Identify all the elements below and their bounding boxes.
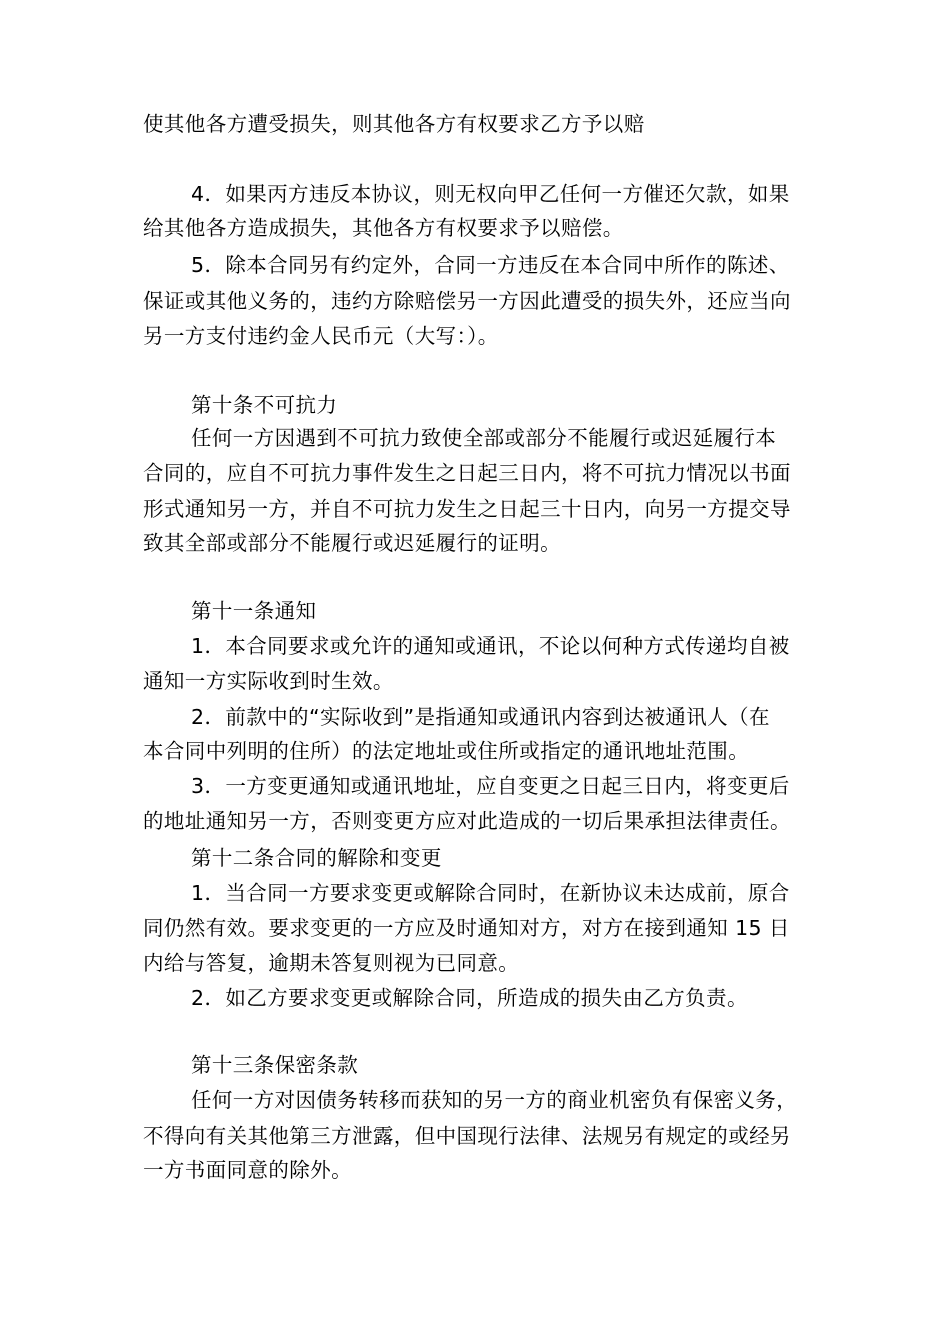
paragraph-line: 的地址通知另一方，否则变更方应对此造成的一切后果承担法律责任。 <box>143 809 791 833</box>
paragraph-line: 致其全部或部分不能履行或迟延履行的证明。 <box>143 531 561 555</box>
paragraph-line: 合同的，应自不可抗力事件发生之日起三日内，将不可抗力情况以书面 <box>143 461 791 485</box>
paragraph-line: 通知一方实际收到时生效。 <box>143 669 394 693</box>
paragraph-line: 内给与答复，逾期未答复则视为已同意。 <box>143 951 520 975</box>
paragraph-line: 1．本合同要求或允许的通知或通讯，不论以何种方式传递均自被 <box>191 634 790 658</box>
paragraph-line: 5．除本合同另有约定外，合同一方违反在本合同中所作的陈述、 <box>191 253 790 277</box>
paragraph-line: 使其他各方遭受损失，则其他各方有权要求乙方予以赔 <box>143 112 645 136</box>
paragraph-line: 2．如乙方要求变更或解除合同，所造成的损失由乙方负责。 <box>191 986 748 1010</box>
paragraph-line: 另一方支付违约金人民币元（大写：）。 <box>143 324 499 348</box>
paragraph-line: 1．当合同一方要求变更或解除合同时，在新协议未达成前，原合 <box>191 881 790 905</box>
paragraph-line: 任何一方对因债务转移而获知的另一方的商业机密负有保密义务， <box>191 1088 798 1112</box>
paragraph-line: 同仍然有效。要求变更的一方应及时通知对方，对方在接到通知 15 日 <box>143 916 790 940</box>
paragraph-line: 形式通知另一方，并自不可抗力发生之日起三十日内，向另一方提交导 <box>143 497 791 521</box>
section-heading: 第十一条通知 <box>191 599 317 623</box>
paragraph-line: 3．一方变更通知或通讯地址，应自变更之日起三日内，将变更后 <box>191 774 790 798</box>
paragraph-line: 2．前款中的“实际收到”是指通知或通讯内容到达被通讯人（在 <box>191 705 770 729</box>
paragraph-line: 不得向有关其他第三方泄露，但中国现行法律、法规另有规定的或经另 <box>143 1124 791 1148</box>
section-heading: 第十三条保密条款 <box>191 1053 359 1077</box>
paragraph-line: 一方书面同意的除外。 <box>143 1158 352 1182</box>
paragraph-line: 任何一方因遇到不可抗力致使全部或部分不能履行或迟延履行本 <box>191 426 777 450</box>
paragraph-line: 给其他各方造成损失，其他各方有权要求予以赔偿。 <box>143 216 624 240</box>
paragraph-line: 保证或其他义务的，违约方除赔偿另一方因此遭受的损失外，还应当向 <box>143 289 791 313</box>
paragraph-line: 本合同中列明的住所）的法定地址或住所或指定的通讯地址范围。 <box>143 739 750 763</box>
section-heading: 第十条不可抗力 <box>191 393 338 417</box>
paragraph-line: 4．如果丙方违反本协议，则无权向甲乙任何一方催还欠款，如果 <box>191 182 790 206</box>
section-heading: 第十二条合同的解除和变更 <box>191 846 442 870</box>
